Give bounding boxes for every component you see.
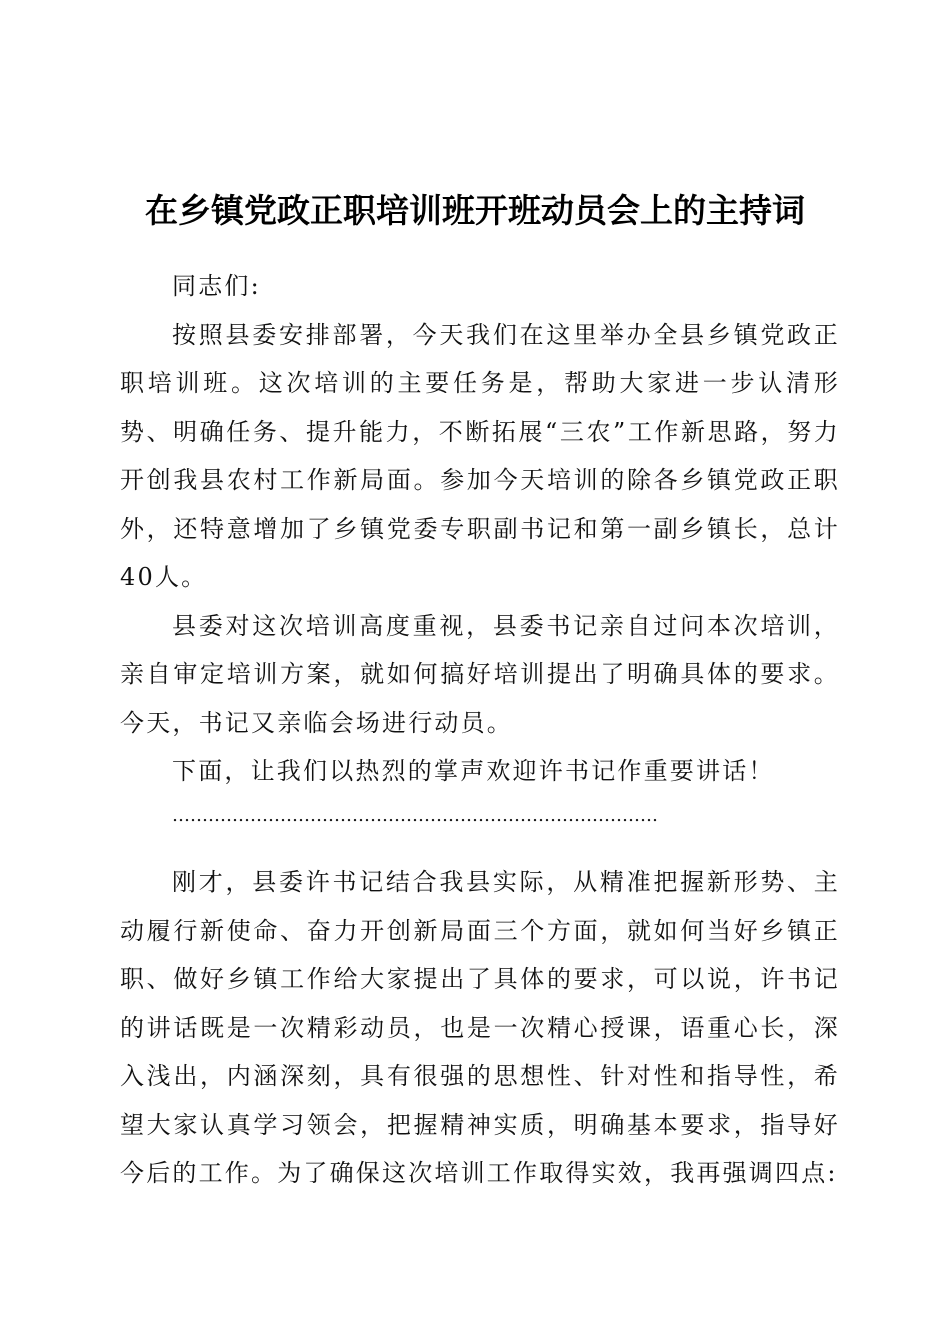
paragraph-importance: 县委对这次培训高度重视，县委书记亲自过问本次培训，亲自审定培训方案，就如何搞好培训提出了明确具体的要求。今天，书记又亲临会场进行动员。 [120, 611, 840, 737]
document-body [120, 262, 840, 1198]
document-title: 在乡镇党政正职培训班开班动员会上的主持词 [145, 191, 805, 230]
separator-ellipsis: ……………………………………………………………………… [172, 804, 658, 826]
paragraph-closing: 刚才，县委许书记结合我县实际，从精准把握新形势、主动履行新使命、奋力开创新局面三个方面，就如何当好乡镇正职、做好乡镇工作给大家提出了具体的要求，可以说，许书记的讲话既是一次精彩动员，也是一次精心授课，语重心长，深入浅出，内涵深刻，具有很强的思想性、针对性和指导性，希望大家认真学习领会，把握精神实质，明确基本要求，指导好今后的工作。为了确保这次培训工作取得实效，我再强调四点: [120, 868, 840, 1187]
salutation: 同志们: [172, 272, 261, 300]
paragraph-arrangement: 按照县委安排部署，今天我们在这里举办全县乡镇党政正职培训班。这次培训的主要任务是，帮助大家进一步认清形势、明确任务、提升能力，不断拓展“三农”工作新思路，努力开创我县农村工作新局面。参加今天培训的除各乡镇党政正职外，还特意增加了乡镇党委专职副书记和第一副乡镇长，总计40人。 [120, 320, 840, 591]
paragraph-welcome: 下面，让我们以热烈的掌声欢迎许书记作重要讲话！ [172, 757, 775, 785]
spacer [120, 844, 840, 858]
